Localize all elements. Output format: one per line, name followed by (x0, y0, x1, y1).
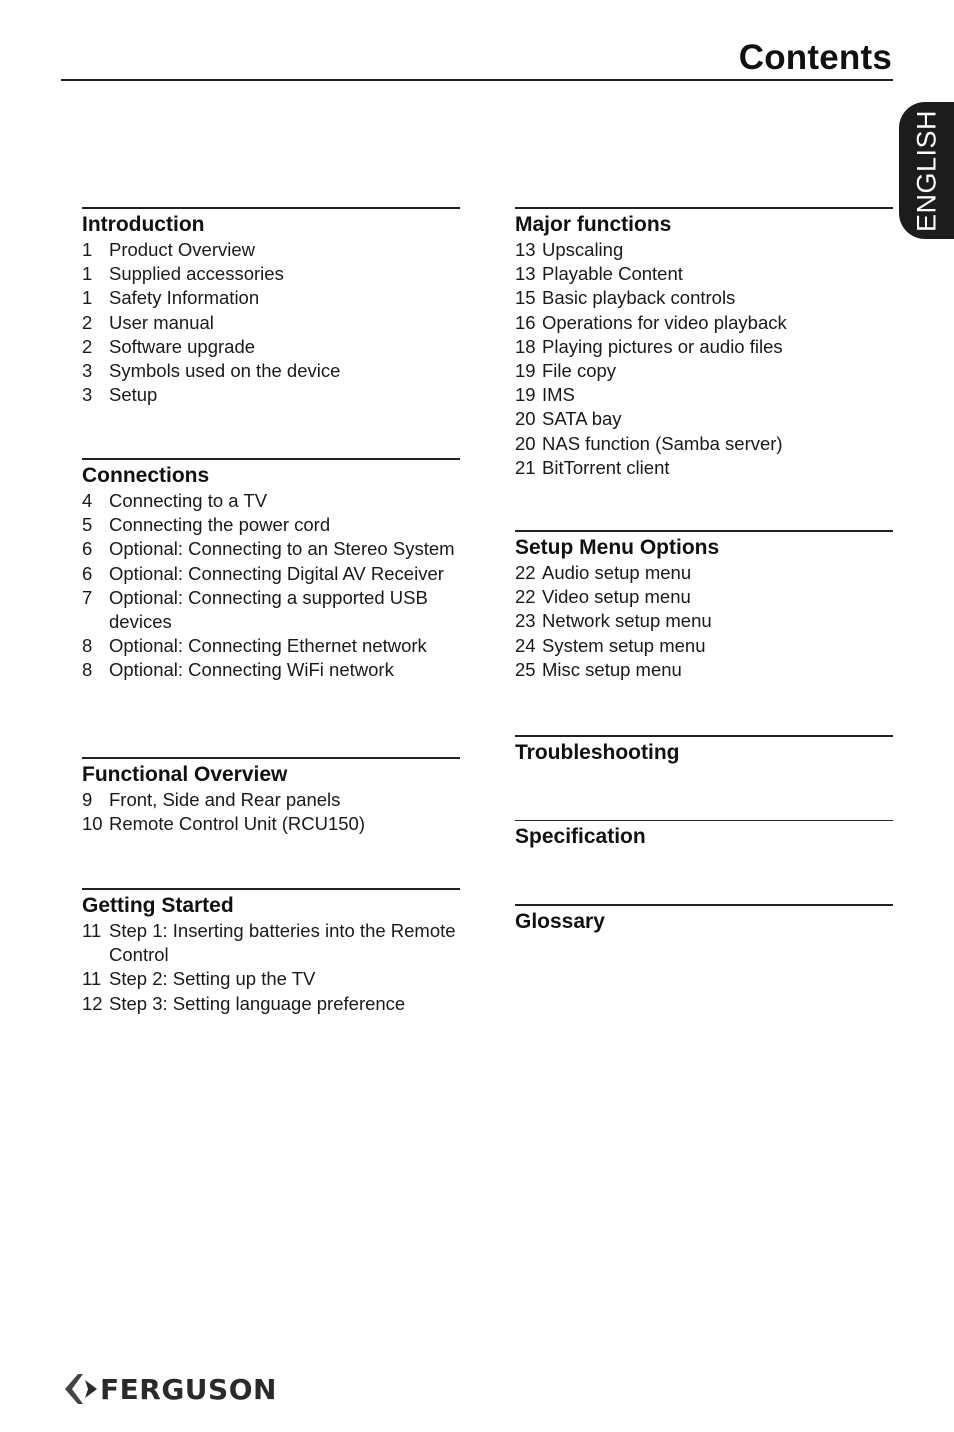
toc-section-introduction (82, 207, 460, 407)
toc-entry[interactable]: 20 NAS function (Samba server) (515, 432, 783, 454)
toc-entry[interactable]: 20 SATA bay (515, 408, 622, 430)
section-heading[interactable]: Troubleshooting (515, 741, 680, 764)
toc-entry[interactable]: 23 Network setup menu (515, 610, 712, 632)
toc-section-major-functions (515, 207, 893, 480)
toc-section-setup-menu-options (515, 530, 893, 682)
toc-entry[interactable]: 24 System setup menu (515, 634, 706, 656)
ferguson-chevron-icon (64, 1373, 98, 1405)
toc-section-getting-started (82, 888, 460, 1016)
section-heading[interactable]: Glossary (515, 910, 605, 933)
toc-entry[interactable]: 16 Operations for video playback (515, 311, 787, 333)
toc-section-glossary (515, 904, 893, 935)
toc-entry[interactable]: 15 Basic playback controls (515, 287, 736, 309)
toc-entry[interactable]: 6 Optional: Connecting Digital AV Receiver (82, 562, 444, 584)
toc-entry[interactable]: 8 Optional: Connecting WiFi network (82, 659, 394, 681)
section-heading: Getting Started (82, 894, 234, 917)
page-title: Contents (738, 38, 892, 77)
toc-section-functional-overview (82, 757, 460, 836)
ferguson-logo (64, 1371, 277, 1407)
toc-entry[interactable]: 11 Step 1: Inserting batteries into the Remote Control (82, 920, 456, 966)
toc-entry[interactable]: 2 Software upgrade (82, 335, 256, 357)
toc-entry[interactable]: 3 Setup (82, 384, 158, 406)
toc-entry[interactable]: 1 Supplied accessories (82, 263, 284, 285)
toc-entry[interactable]: 5 Connecting the power cord (82, 514, 331, 536)
section-heading[interactable]: Specification (515, 825, 646, 848)
section-heading: Setup Menu Options (515, 536, 720, 559)
toc-entry[interactable]: 25 Misc setup menu (515, 658, 682, 680)
toc-entry[interactable]: 6 Optional: Connecting to an Stereo System (82, 538, 455, 560)
brand-name: FERGUSON (100, 1372, 277, 1406)
section-heading: Major functions (515, 213, 672, 236)
toc-section-troubleshooting (515, 735, 893, 766)
language-tab (899, 102, 954, 239)
toc-entry[interactable]: 19 IMS (515, 384, 575, 406)
toc-entry[interactable]: 3 Symbols used on the device (82, 360, 341, 382)
toc-section-specification (515, 820, 893, 850)
section-heading: Functional Overview (82, 763, 288, 786)
toc-entry[interactable]: 13 Playable Content (515, 263, 683, 285)
toc-entry[interactable]: 1 Product Overview (82, 239, 255, 260)
toc-entry[interactable]: 12 Step 3: Setting language preference (82, 992, 406, 1014)
toc-entry[interactable]: 4 Connecting to a TV (82, 490, 268, 511)
toc-entry[interactable]: 22 Audio setup menu (515, 562, 692, 583)
toc-entry[interactable]: 9 Front, Side and Rear panels (82, 789, 341, 810)
toc-entry[interactable]: 7 Optional: Connecting a supported USB devices (82, 586, 428, 633)
section-heading: Connections (82, 464, 210, 487)
toc-entry[interactable]: 2 User manual (82, 311, 214, 333)
toc-entry[interactable]: 13 Upscaling (515, 239, 624, 260)
toc-entry[interactable]: 8 Optional: Connecting Ethernet network (82, 635, 427, 657)
toc-entry[interactable]: 18 Playing pictures or audio files (515, 335, 783, 357)
toc-entry[interactable]: 21 BitTorrent client (515, 456, 670, 478)
title-rule (61, 79, 893, 81)
toc-entry[interactable]: 1 Safety Information (82, 287, 260, 309)
toc-section-connections (82, 458, 460, 683)
toc-entry[interactable]: 11 Step 2: Setting up the TV (82, 968, 316, 990)
toc-entry[interactable]: 10 Remote Control Unit (RCU150) (82, 813, 366, 835)
toc-entry[interactable]: 19 File copy (515, 360, 617, 382)
toc-entry[interactable]: 22 Video setup menu (515, 586, 691, 608)
section-heading: Introduction (82, 213, 205, 236)
language-tab-label: ENGLISH (911, 109, 941, 232)
